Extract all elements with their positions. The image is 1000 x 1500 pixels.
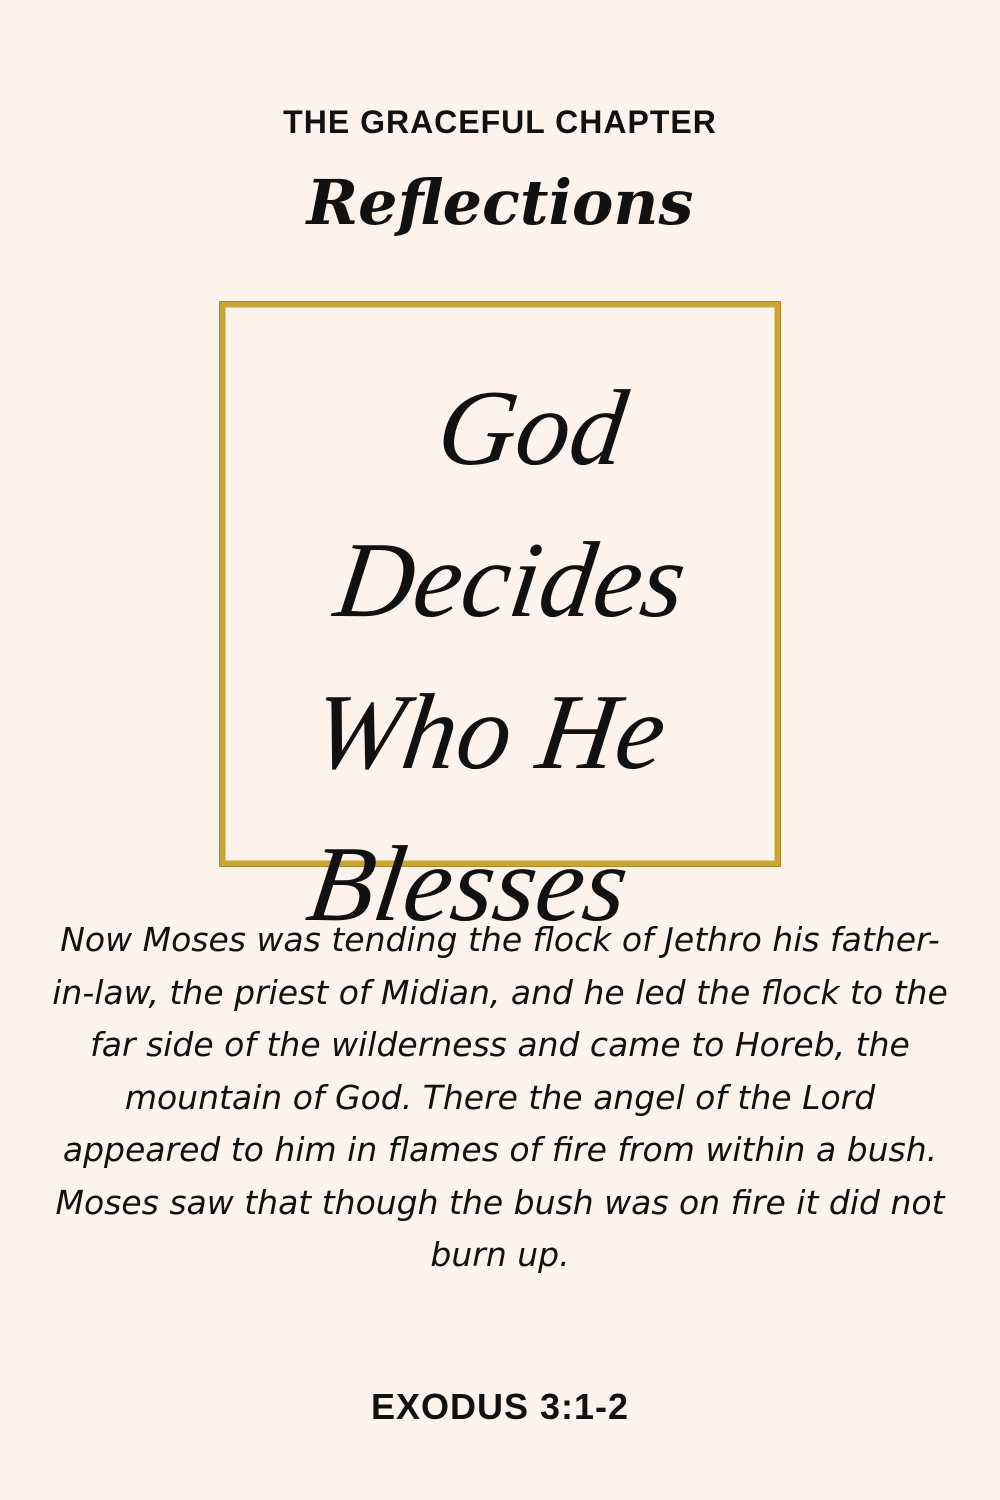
title-line-2: Who He [305,673,674,792]
brand-name: THE GRACEFUL CHAPTER [283,104,717,140]
scripture-reference: EXODUS 3:1-2 [370,1386,630,1427]
scripture-passage: Now Moses was tending the flock of Jethro his father-in-law, the priest of Midian, and he led the flock to the far side of the wilderness and came to Horeb, the mountain of God. There the angel of the Lord appeared to him in flames of fire from within a bush. Moses saw that though the bush was on fire it did not burn up. [52,920,948,1274]
gold-frame [220,302,780,944]
title-line-1: God Decides [328,369,694,640]
title-line-3: Blesses [300,825,636,944]
series-title: Reflections [306,166,694,239]
reflection-title [182,353,817,961]
